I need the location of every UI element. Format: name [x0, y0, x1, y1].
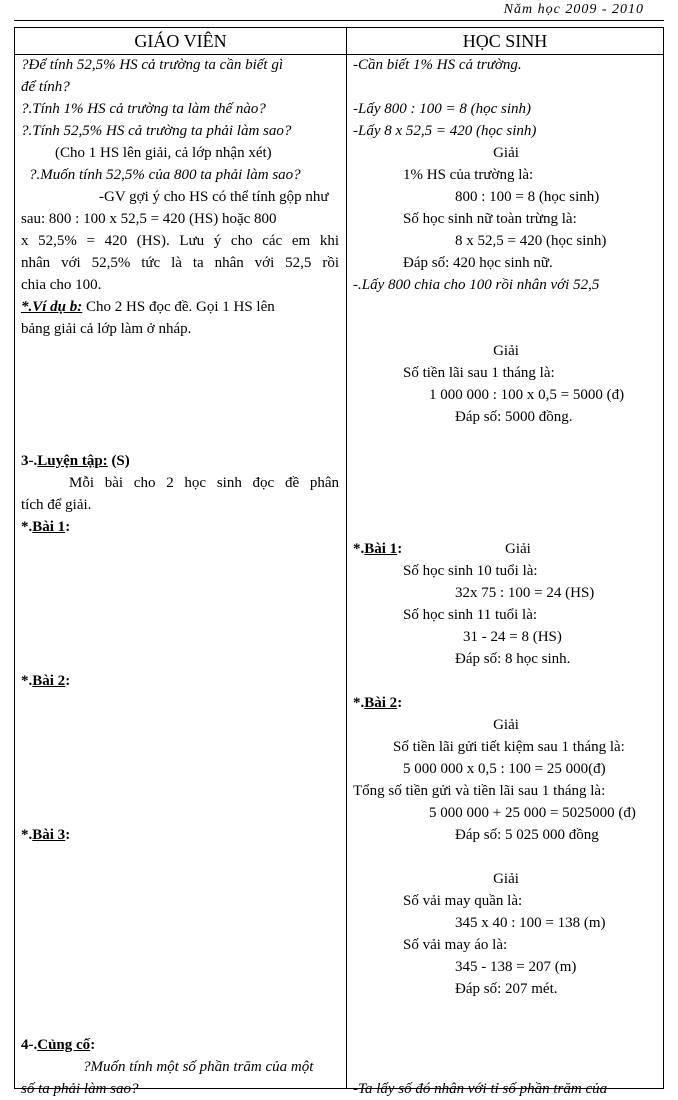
consolidation-number: 4-.: [21, 1037, 38, 1053]
practice-suffix: (S): [107, 453, 130, 469]
bai3-title: Giải: [493, 871, 519, 887]
solution2-line2: 1 000 000 : 100 x 0,5 = 5000 (đ): [429, 387, 625, 403]
student-bai1-colon: :: [397, 541, 403, 557]
solution2-answer: Đáp số: 5000 đồng.: [455, 409, 573, 425]
teacher-bai1-colon: :: [65, 519, 71, 535]
teacher-q3: ?.Tính 52,5% HS cả trường ta phải làm sao?: [21, 123, 292, 139]
bai3-line2: 345 x 40 : 100 = 138 (m): [455, 915, 606, 931]
student-bai1-title: Giải: [505, 541, 531, 557]
solution1-line2: 800 : 100 = 8 (học sinh): [455, 189, 600, 205]
teacher-hint-line1: -GV gợi ý cho HS có thể tính gộp như: [99, 189, 329, 205]
solution1-line3: Số học sinh nữ toàn trừng là:: [403, 211, 577, 227]
column-divider: [346, 28, 347, 1088]
student-bai1-heading: [353, 538, 659, 560]
teacher-bai3-star: *.: [21, 827, 33, 843]
solution1-answer: Đáp số: 420 học sinh nữ.: [403, 255, 553, 271]
teacher-bai3: [21, 824, 339, 846]
practice-number: 3-.: [21, 453, 38, 469]
bai2-line2: 5 000 000 x 0,5 : 100 = 25 000(đ): [403, 761, 606, 777]
bai3-line4: 345 - 138 = 207 (m): [455, 959, 577, 975]
student-bai2-heading: [353, 692, 659, 714]
practice-text-line1: Mỗi bài cho 2 học sinh đọc đề phân: [69, 475, 339, 491]
student-bai2-star: *.: [353, 695, 365, 711]
teacher-bai3-colon: :: [65, 827, 71, 843]
bai1-line3: Số học sinh 11 tuổi là:: [403, 607, 538, 623]
teacher-bai2-star: *.: [21, 673, 33, 689]
header-rule: [14, 20, 664, 21]
student-bai2-colon: :: [397, 695, 403, 711]
solution1-title: Giải: [493, 145, 519, 161]
solution1-line1: 1% HS của trường là:: [403, 167, 534, 183]
student-a3: -Lấy 8 x 52,5 = 420 (học sinh): [353, 123, 537, 139]
example-b-text: Cho 2 HS đọc đề. Gọi 1 HS lên: [82, 299, 275, 315]
bai1-line4: 31 - 24 = 8 (HS): [463, 629, 562, 645]
teacher-bai1-star: *.: [21, 519, 33, 535]
solution2-line1: Số tiền lãi sau 1 tháng là:: [403, 365, 555, 381]
school-year-header: Năm học 2009 - 2010: [503, 2, 644, 17]
student-last-answer: -Ta lấy số đó nhân với tỉ số phần trăm của: [353, 1081, 608, 1097]
student-a1: -Cần biết 1% HS cả trường.: [353, 57, 522, 73]
student-bai1-star: *.: [353, 541, 365, 557]
teacher-q1-line2: để tính?: [21, 79, 70, 95]
student-column-header: HỌC SINH: [462, 31, 548, 51]
bai2-title: Giải: [493, 717, 519, 733]
student-bai1-label: Bài 1: [364, 541, 398, 557]
consolidation-q-line1: ?Muốn tính một số phần trăm của một: [83, 1059, 314, 1075]
teacher-bai1: [21, 516, 339, 538]
consolidation-colon: :: [90, 1037, 96, 1053]
example-b-line2: bảng giải cả lớp làm ở nháp.: [21, 321, 192, 337]
bai3-answer: Đáp số: 207 mét.: [455, 981, 558, 997]
bai2-line1: Số tiền lãi gửi tiết kiệm sau 1 tháng là:: [393, 739, 625, 755]
practice-heading: [21, 450, 339, 472]
bai1-line2: 32x 75 : 100 = 24 (HS): [455, 585, 595, 601]
practice-label: Luyện tập:: [37, 453, 108, 469]
teacher-hint-line5: chia cho 100.: [21, 277, 102, 293]
teacher-bai3-label: Bài 3: [32, 827, 66, 843]
teacher-hint-line4: nhân với 52,5% tức là ta nhân với 52,5 rồi: [21, 255, 339, 271]
teacher-bai1-label: Bài 1: [32, 519, 66, 535]
consolidation-label: Củng cố: [37, 1037, 91, 1053]
teacher-bai2-label: Bài 2: [32, 673, 66, 689]
consolidation-heading: [21, 1034, 339, 1056]
student-a4: -.Lấy 800 chia cho 100 rồi nhân với 52,5: [353, 277, 600, 293]
bai1-line1: Số học sinh 10 tuổi là:: [403, 563, 538, 579]
student-bai2-label: Bài 2: [364, 695, 398, 711]
teacher-bai2: [21, 670, 339, 692]
teacher-hint-line3: x 52,5% = 420 (HS). Lưu ý cho các em khi: [21, 233, 339, 249]
bai2-answer: Đáp số: 5 025 000 đồng: [455, 827, 599, 843]
teacher-bai2-colon: :: [65, 673, 71, 689]
lesson-table: [14, 27, 664, 1097]
example-b-label: *.Ví dụ b:: [21, 299, 83, 315]
example-b-line1: [21, 296, 339, 318]
teacher-note: (Cho 1 HS lên giải, cả lớp nhận xét): [55, 145, 272, 161]
student-a2: -Lấy 800 : 100 = 8 (học sinh): [353, 101, 532, 117]
teacher-q2: ?.Tính 1% HS cả trường ta làm thế nào?: [21, 101, 266, 117]
teacher-q4: ?.Muốn tính 52,5% của 800 ta phải làm sao?: [29, 167, 301, 183]
bai3-line1: Số vải may quần là:: [403, 893, 523, 909]
solution2-title: Giải: [493, 343, 519, 359]
practice-text-line2: tích để giải.: [21, 497, 92, 513]
teacher-hint-line2: sau: 800 : 100 x 52,5 = 420 (HS) hoặc 800: [21, 211, 277, 227]
consolidation-q-line2: số ta phải làm sao?: [21, 1081, 139, 1097]
teacher-column-header: GIÁO VIÊN: [134, 31, 227, 51]
bai2-line4: 5 000 000 + 25 000 = 5025000 (đ): [429, 805, 636, 821]
teacher-q1-line1: ?Để tính 52,5% HS cả trường ta cần biết gì: [21, 57, 283, 73]
bai2-line3: Tổng số tiền gửi và tiền lãi sau 1 tháng là:: [353, 783, 606, 799]
bai1-answer: Đáp số: 8 học sinh.: [455, 651, 571, 667]
bai3-line3: Số vải may áo là:: [403, 937, 508, 953]
solution1-line4: 8 x 52,5 = 420 (học sinh): [455, 233, 607, 249]
